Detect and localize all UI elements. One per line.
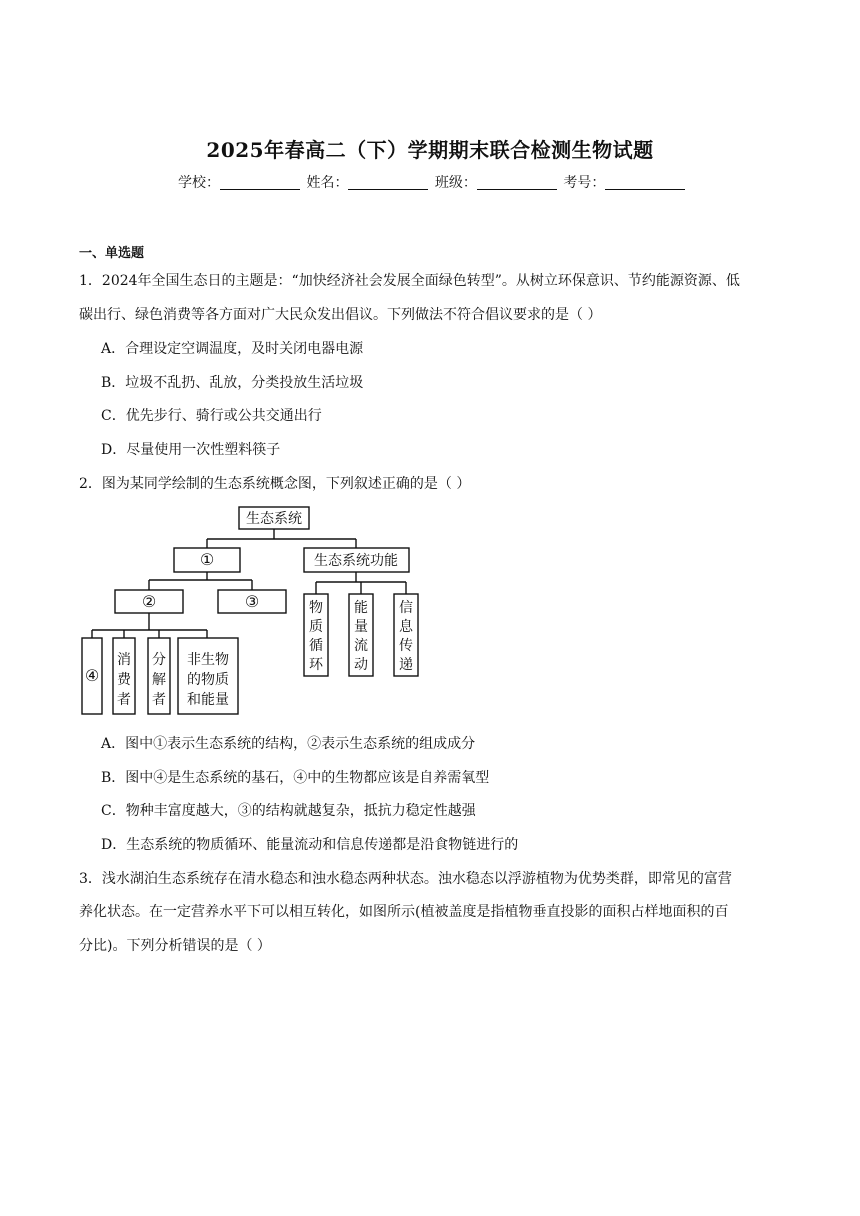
- question-1-option-d: D．尽量使用一次性塑料筷子: [101, 442, 281, 458]
- n1-text: ①: [199, 550, 215, 569]
- question-2-option-b: B．图中④是生态系统的基石，④中的生物都应该是自养需氧型: [101, 770, 490, 786]
- question-3-line-1: 3．浅水湖泊生态系统存在清水稳态和浊水稳态两种状态。浊水稳态以浮游植物为优势类群，即常见的富营: [79, 871, 732, 887]
- page-title: 2025年春高二（下）学期期末联合检测生物试题: [206, 138, 654, 162]
- info-char: 息: [399, 619, 413, 635]
- material-char: 循: [309, 638, 323, 654]
- school-label: 学校：: [178, 175, 220, 191]
- exam-number-blank[interactable]: [605, 175, 685, 190]
- question-3-line-2: 养化状态。在一定营养水平下可以相互转化，如图所示(植被盖度是指植物垂直投影的面积占样地面积的百: [79, 904, 729, 920]
- question-2-option-a: A．图中①表示生态系统的结构，②表示生态系统的组成成分: [101, 736, 476, 752]
- section-heading: 一、单选题: [79, 246, 145, 261]
- question-1-line-1: 1．2024年全国生态日的主题是：“加快经济社会发展全面绿色转型”。从树立环保意识、节约能源资源、低: [79, 273, 740, 289]
- name-label: 姓名：: [306, 175, 349, 191]
- exam-number-label: 考号：: [563, 175, 606, 191]
- material-char: 质: [309, 619, 323, 635]
- decomposer-char: 分: [152, 652, 166, 668]
- ecosystem-concept-diagram: [70, 498, 430, 723]
- question-1-option-c: C．优先步行、骑行或公共交通出行: [101, 408, 322, 424]
- consumer-char: 者: [117, 692, 131, 708]
- n2-text: ②: [141, 592, 157, 611]
- student-info-line: [178, 172, 687, 192]
- question-1-line-2: 碳出行、绿色消费等各方面对广大民众发出倡议。下列做法不符合倡议要求的是（ ）: [79, 307, 602, 323]
- question-3-line-3: 分比)。下列分析错误的是（ ）: [79, 938, 271, 954]
- n3-text: ③: [244, 592, 260, 611]
- abiotic-line: 和能量: [187, 692, 229, 708]
- school-blank[interactable]: [220, 175, 300, 190]
- decomposer-char: 者: [152, 692, 166, 708]
- question-1-option-a: A．合理设定空调温度，及时关闭电器电源: [101, 341, 364, 357]
- energy-char: 能: [354, 600, 368, 616]
- n4-text: ④: [84, 666, 100, 685]
- material-char: 环: [309, 657, 323, 673]
- question-2-option-c: C．物种丰富度越大，③的结构就越复杂，抵抗力稳定性越强: [101, 803, 476, 819]
- abiotic-line: 的物质: [187, 672, 229, 688]
- class-label: 班级：: [434, 175, 477, 191]
- info-char: 信: [399, 600, 413, 616]
- energy-char: 量: [354, 619, 368, 635]
- consumer-char: 费: [117, 672, 131, 688]
- decomposer-char: 解: [152, 672, 166, 688]
- info-char: 递: [399, 657, 413, 673]
- function-text: 生态系统功能: [314, 553, 398, 569]
- root-text: 生态系统: [246, 511, 302, 527]
- name-blank[interactable]: [348, 175, 428, 190]
- material-char: 物: [309, 600, 323, 616]
- energy-char: 动: [354, 657, 368, 673]
- class-blank[interactable]: [477, 175, 557, 190]
- question-2-line-1: 2．图为某同学绘制的生态系统概念图，下列叙述正确的是（ ）: [79, 476, 471, 492]
- energy-char: 流: [354, 638, 368, 654]
- abiotic-line: 非生物: [187, 652, 229, 668]
- question-2-option-d: D．生态系统的物质循环、能量流动和信息传递都是沿食物链进行的: [101, 837, 519, 853]
- info-char: 传: [399, 638, 413, 654]
- consumer-char: 消: [117, 652, 131, 668]
- question-1-option-b: B．垃圾不乱扔、乱放，分类投放生活垃圾: [101, 375, 364, 391]
